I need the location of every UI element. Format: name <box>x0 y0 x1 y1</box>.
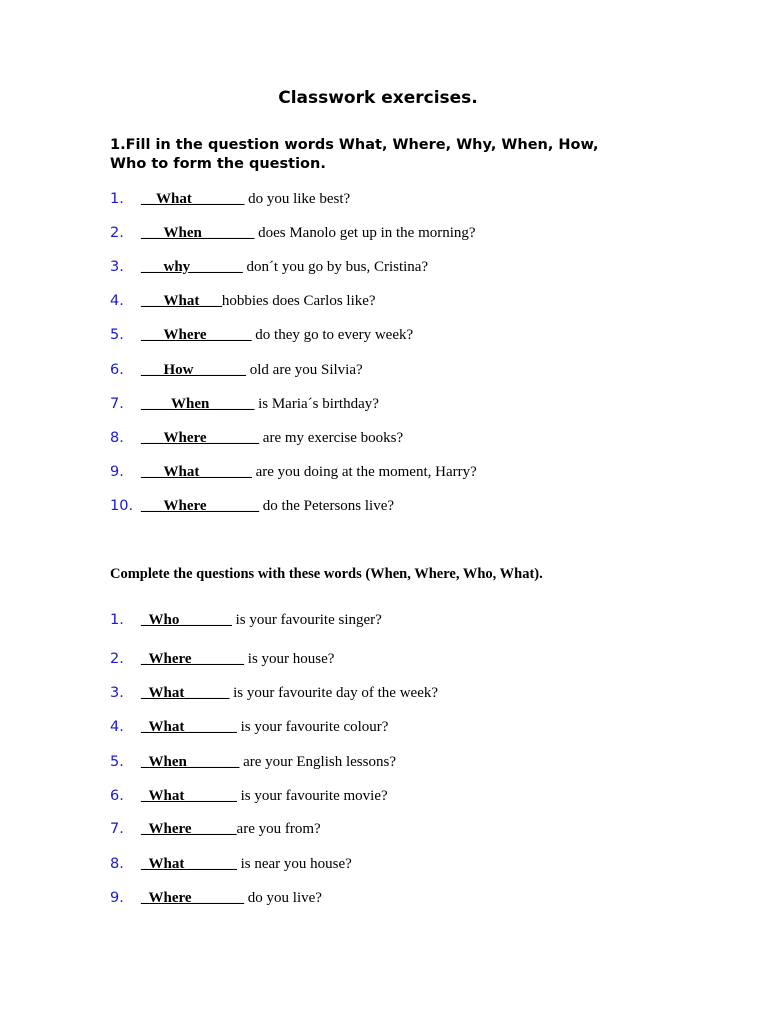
item-number: 6. <box>110 362 124 378</box>
item-text: do you like best? <box>244 191 351 207</box>
list-item <box>110 464 477 484</box>
item-answer: _What______ <box>141 685 230 701</box>
item-number: 3. <box>110 685 124 701</box>
item-number: 8. <box>110 430 124 446</box>
item-answer: _Where_______ <box>141 651 245 667</box>
item-number: 9. <box>110 890 124 906</box>
item-answer: ___What___ <box>141 293 222 309</box>
item-answer: _When_______ <box>141 754 240 770</box>
item-number: 5. <box>110 754 124 770</box>
item-text: is your favourite colour? <box>236 719 389 735</box>
item-number: 7. <box>110 396 124 412</box>
item-text: don´t you go by bus, Cristina? <box>242 259 429 275</box>
item-answer: _Who_______ <box>141 612 232 628</box>
list-item <box>110 259 428 279</box>
item-answer: ___Where_______ <box>141 498 260 514</box>
item-number: 9. <box>110 464 124 480</box>
list-item <box>110 225 476 245</box>
list-item <box>110 430 403 450</box>
list-item <box>110 685 438 705</box>
item-answer: ____When______ <box>141 396 255 412</box>
list-item <box>110 498 394 518</box>
section1-instruction: 1.Fill in the question words What, Where, Why, When, How, Who to form the question. <box>110 137 599 172</box>
item-number: 2. <box>110 651 124 667</box>
item-text: is your favourite movie? <box>236 788 388 804</box>
list-item <box>110 612 382 632</box>
list-item <box>110 396 379 416</box>
item-answer: _Where______ <box>141 821 237 837</box>
item-text: is your favourite singer? <box>231 612 382 628</box>
item-number: 2. <box>110 225 124 241</box>
item-text: are you from? <box>236 821 321 837</box>
item-number: 10. <box>110 498 134 514</box>
item-text: do the Petersons live? <box>259 498 395 514</box>
list-item <box>110 651 334 671</box>
item-answer: _What_______ <box>141 788 237 804</box>
list-item <box>110 754 396 774</box>
item-number: 1. <box>110 612 124 628</box>
item-text: are my exercise books? <box>259 430 404 446</box>
list-item <box>110 327 413 347</box>
item-text: is near you house? <box>236 856 352 872</box>
item-answer: __What_______ <box>141 191 245 207</box>
item-text: does Manolo get up in the morning? <box>254 225 476 241</box>
item-number: 8. <box>110 856 124 872</box>
list-item <box>110 362 363 382</box>
list-item <box>110 719 388 739</box>
item-answer: ___Where______ <box>141 327 252 343</box>
item-answer: ___What_______ <box>141 464 252 480</box>
list-item <box>110 293 376 313</box>
item-text: are your English lessons? <box>239 754 396 770</box>
item-number: 1. <box>110 191 124 207</box>
list-item <box>110 856 352 876</box>
item-number: 5. <box>110 327 124 343</box>
list-item <box>110 821 321 841</box>
item-answer: ___When_______ <box>141 225 255 241</box>
item-answer: ___How_______ <box>141 362 246 378</box>
list-item <box>110 788 388 808</box>
item-number: 4. <box>110 719 124 735</box>
item-text: is Maria´s birthday? <box>254 396 379 412</box>
item-text: do they go to every week? <box>251 327 414 343</box>
item-text: are you doing at the moment, Harry? <box>251 464 477 480</box>
item-text: old are you Silvia? <box>246 362 363 378</box>
item-text: is your favourite day of the week? <box>229 685 439 701</box>
item-text: do you live? <box>244 890 322 906</box>
item-answer: _What_______ <box>141 719 237 735</box>
item-answer: ___why_______ <box>141 259 243 275</box>
section2-instruction: Complete the questions with these words (When, Where, Who, What). <box>110 566 543 582</box>
item-answer: _What_______ <box>141 856 237 872</box>
list-item <box>110 191 350 211</box>
item-number: 7. <box>110 821 124 837</box>
item-answer: _Where_______ <box>141 890 245 906</box>
page-title: Classwork exercises. <box>278 88 478 108</box>
item-text: is your house? <box>244 651 335 667</box>
item-answer: ___Where_______ <box>141 430 260 446</box>
item-number: 4. <box>110 293 124 309</box>
item-number: 3. <box>110 259 124 275</box>
item-text: hobbies does Carlos like? <box>221 293 376 309</box>
item-number: 6. <box>110 788 124 804</box>
list-item <box>110 890 322 910</box>
